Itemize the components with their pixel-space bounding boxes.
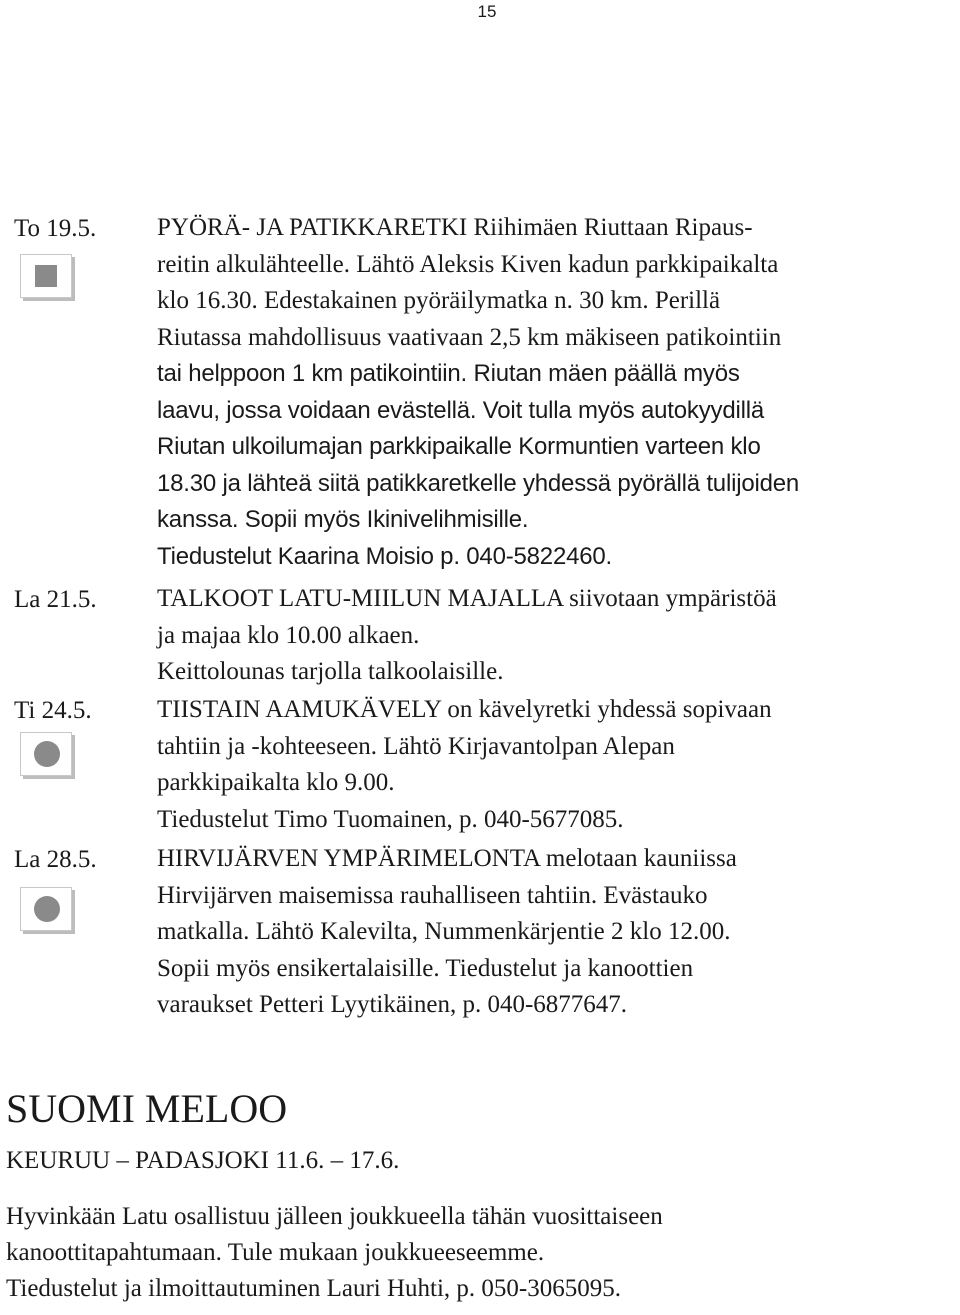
section-title: SUOMI MELOO	[6, 1086, 288, 1131]
section-subtitle: KEURUU – PADASJOKI 11.6. – 17.6.	[6, 1147, 400, 1174]
event-line: 18.30 ja lähteä siitä patikkaretkelle yhdessä pyörällä tulijoiden	[157, 469, 800, 497]
event-line: parkkipaikalta klo 9.00.	[157, 769, 395, 796]
event-line: HIRVIJÄRVEN YMPÄRIMELONTA melotaan kauniissa	[157, 845, 737, 872]
event-line: reitin alkulähteelle. Lähtö Aleksis Kiven kadun parkkipaikalta	[157, 250, 779, 278]
event-date: La 28.5.	[14, 846, 97, 873]
event-line: Riutassa mahdollisuus vaativaan 2,5 km mäkiseen patikointiin	[157, 323, 782, 351]
event-line: Riutan ulkoilumajan parkkipaikalle Kormuntien varteen klo	[157, 433, 761, 460]
body-line: Tiedustelut ja ilmoittautuminen Lauri Huhti, p. 050-3065095.	[6, 1275, 622, 1302]
event-line: PYÖRÄ- JA PATIKKARETKI Riihimäen Riuttaan Ripaus-	[157, 214, 753, 241]
body-line: Hyvinkään Latu osallistuu jälleen joukkueella tähän vuosittaiseen	[6, 1203, 663, 1230]
event-line: tahtiin ja -kohteeseen. Lähtö Kirjavantolpan Alepan	[157, 732, 675, 760]
body-line: kanoottitapahtumaan. Tule mukaan joukkueeseemme.	[6, 1239, 545, 1266]
section-body	[6, 1199, 663, 1307]
event-description	[157, 210, 957, 575]
event-line: matkalla. Lähtö Kalevilta, Nummenkärjentie 2 klo 12.00.	[157, 918, 731, 945]
event-line: TALKOOT LATU-MIILUN MAJALLA siivotaan ympäristöä	[157, 585, 777, 612]
circle-icon	[20, 732, 72, 776]
event-line: TIISTAIN AAMUKÄVELY on kävelyretki yhdessä sopivaan	[157, 696, 772, 723]
event-line: laavu, jossa voidaan evästellä. Voit tulla myös autokyydillä	[157, 396, 765, 424]
event-line: Keittolounas tarjolla talkoolaisille.	[157, 658, 504, 685]
event-line: tai helppoon 1 km patikointiin. Riutan mäen päällä myös	[157, 360, 740, 387]
event-line: klo 16.30. Edestakainen pyöräilymatka n. 30 km. Perillä	[157, 287, 721, 314]
event-line: kanssa. Sopii myös Ikinivelihmisille.	[157, 506, 529, 533]
event-line: Sopii myös ensikertalaisille. Tiedustelut ja kanoottien	[157, 954, 694, 982]
event-description	[157, 841, 957, 1024]
event-line: Tiedustelut Kaarina Moisio p. 040-5822460.	[157, 542, 613, 570]
event-line: varaukset Petteri Lyytikäinen, p. 040-6877647.	[157, 991, 628, 1018]
event-line: Hirvijärven maisemissa rauhalliseen tahtiin. Evästauko	[157, 881, 708, 909]
event-date: To 19.5.	[14, 215, 97, 242]
page-number: 15	[477, 2, 497, 21]
event-date: La 21.5.	[14, 586, 97, 613]
event-line: Tiedustelut Timo Tuomainen, p. 040-5677085.	[157, 805, 624, 833]
event-description	[157, 692, 957, 838]
event-line: ja majaa klo 10.00 alkaen.	[157, 621, 420, 649]
square-icon	[20, 254, 72, 298]
circle-icon	[20, 887, 72, 931]
event-description	[157, 581, 957, 691]
event-date: Ti 24.5.	[14, 697, 92, 724]
